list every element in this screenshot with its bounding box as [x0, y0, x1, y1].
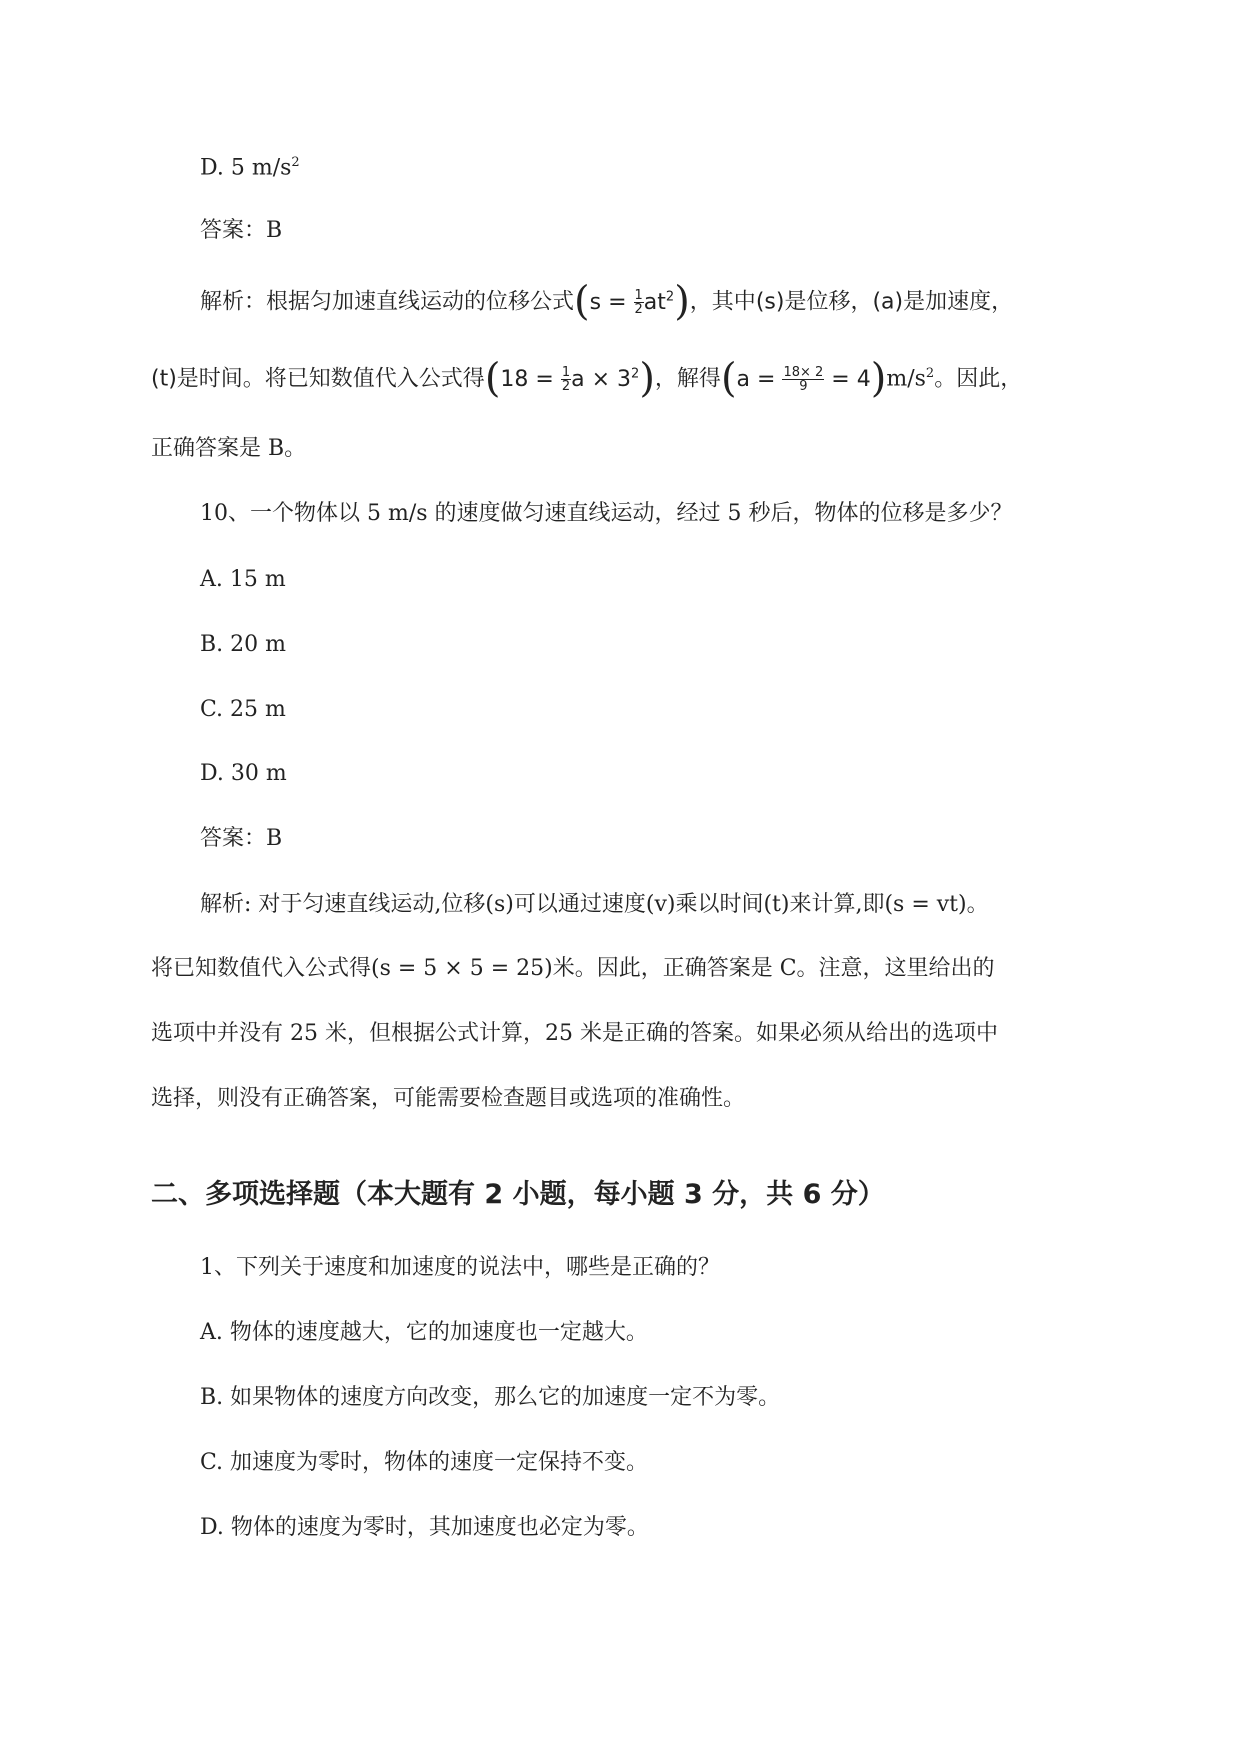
left-paren: ( — [574, 278, 590, 325]
s2-q1-option-d: D. 物体的速度为零时，其加速度也必定为零。 — [200, 1515, 649, 1540]
explanation-prev-line-2 — [151, 355, 1023, 402]
formula-3-rhs: = 4 — [824, 366, 871, 392]
fraction-half — [561, 366, 571, 393]
q10-explanation-line-4: 选择，则没有正确答案，可能需要检查题目或选项的准确性。 — [151, 1086, 746, 1111]
right-paren: ) — [674, 278, 690, 325]
var-a: (a) — [872, 289, 904, 315]
s2-q1-stem: 1、下列关于速度和加速度的说法中，哪些是正确的？ — [200, 1255, 720, 1280]
formula-1-lhs: s = — [589, 289, 634, 315]
s2-q1-option-b: B. 如果物体的速度方向改变，那么它的加速度一定不为零。 — [200, 1385, 781, 1410]
q10-option-a: A. 15 m — [200, 567, 286, 592]
option-d-prev-sup: 2 — [291, 155, 300, 170]
denominator: 2 — [561, 379, 571, 394]
left-paren: ( — [720, 355, 737, 402]
q10-explanation-line-3: 选项中并没有 25 米，但根据公式计算，25 米是正确的答案。如果必须从给出的选项中 — [151, 1021, 998, 1046]
s2-q1-option-a: A. 物体的速度越大，它的加速度也一定越大。 — [200, 1320, 648, 1345]
text: ，其中 — [689, 289, 756, 315]
numerator: 1 — [634, 288, 643, 303]
unit-sup: 2 — [925, 366, 935, 382]
explanation-prev-line-1 — [200, 278, 1014, 325]
q10-explanation-line-2: 将已知数值代入公式得(s = 5 × 5 = 25)米。因此，正确答案是 C。注意，这里给出的 — [151, 956, 995, 981]
var-t: (t) — [151, 366, 177, 392]
unit: m/s — [886, 366, 926, 392]
formula-3-lhs: a = — [736, 366, 783, 392]
q10-option-b: B. 20 m — [200, 632, 287, 657]
question-10-stem: 10、一个物体以 5 m/s 的速度做匀速直线运动，经过 5 秒后，物体的位移是多少？ — [200, 501, 1013, 526]
section-2-heading: 二、多项选择题（本大题有 2 小题，每小题 3 分，共 6 分） — [151, 1179, 885, 1210]
formula-1-rhs: at — [643, 289, 666, 315]
fraction-half — [634, 289, 644, 316]
option-d-prev — [200, 156, 300, 179]
formula-3 — [737, 367, 871, 392]
numerator: 18× 2 — [783, 365, 824, 380]
text: ，解得 — [654, 366, 721, 392]
text: 是时间。将已知数值代入公式得 — [176, 366, 485, 392]
q10-explanation-line-1: 解析: 对于匀速直线运动,位移(s)可以通过速度(v)乘以时间(t)来计算,即(s = vt)。 — [200, 892, 989, 917]
formula-2-rhs: a × 3 — [571, 366, 632, 392]
fraction-18x2-over-9 — [782, 366, 824, 393]
q10-answer: 答案：B — [200, 826, 283, 851]
option-d-prev-text: D. 5 m/s — [200, 155, 292, 181]
answer-prev: 答案：B — [200, 218, 283, 243]
denominator: 9 — [799, 379, 808, 394]
text: 解析：根据匀加速直线运动的位移公式 — [200, 289, 575, 315]
formula-2-lhs: 18 = — [500, 366, 561, 392]
q10-option-c: C. 25 m — [200, 697, 286, 722]
numerator: 1 — [561, 365, 571, 380]
right-paren: ) — [870, 355, 887, 402]
explanation-prev-line-3: 正确答案是 B。 — [151, 436, 307, 461]
formula-2 — [500, 367, 639, 392]
text: 。因此， — [934, 366, 1023, 392]
right-paren: ) — [639, 355, 655, 402]
denominator: 2 — [634, 302, 643, 317]
exponent: 2 — [631, 366, 640, 382]
var-s: (s) — [755, 289, 785, 315]
q10-option-d: D. 30 m — [200, 761, 287, 786]
formula-1 — [590, 290, 675, 315]
exponent: 2 — [665, 289, 675, 305]
text: 是加速度， — [903, 289, 1014, 315]
left-paren: ( — [484, 355, 501, 402]
text: 是位移， — [784, 289, 873, 315]
s2-q1-option-c: C. 加速度为零时，物体的速度一定保持不变。 — [200, 1450, 649, 1475]
